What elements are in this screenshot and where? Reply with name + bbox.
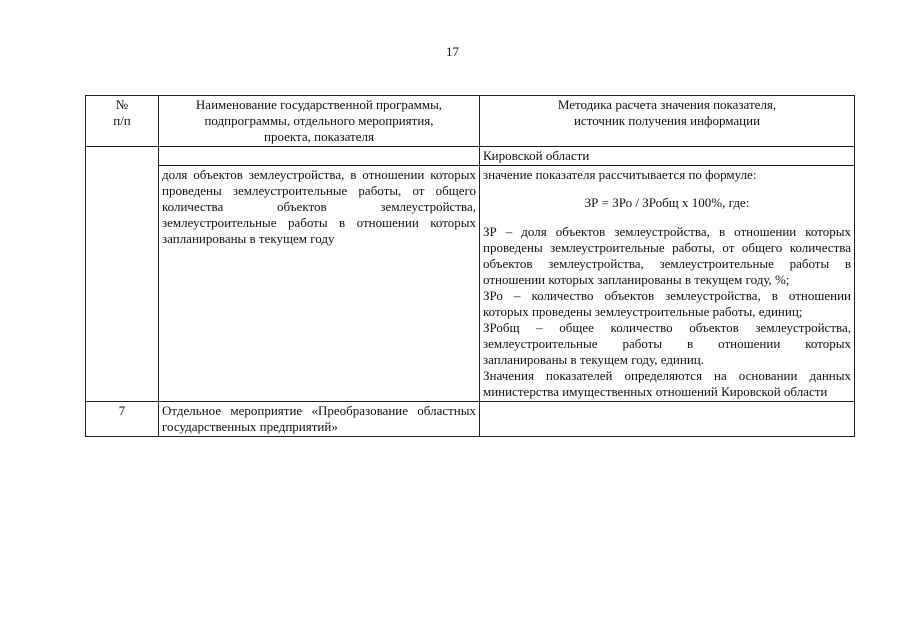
header-method: Методика расчета значения показателя, источник получения информации [480,96,855,147]
activity-name-cell: Отдельное мероприятие «Преобразование областных государственных предприятий» [159,402,480,437]
table-row-continuation [86,147,855,166]
formula: ЗР = ЗРо / ЗРобщ x 100%, где: [584,195,750,210]
row-number-cell [86,147,159,402]
indicator-table [85,95,855,437]
table-row-indicator [86,166,855,402]
activity-number-cell: 7 [86,402,159,437]
header-number: № п/п [86,96,159,147]
page-number: 17 [446,44,459,59]
indicator-name-cell: доля объектов землеустройства, в отношении которых проведены землеустроительные работы, от общего количества объектов землеустройства, землеустроительные работы в отношении которых запланированы в текущем году [159,166,480,402]
table-row-activity [86,402,855,437]
definition-zr: ЗР – доля объектов землеустройства, в отношении которых проведены землеустроительные работы, от общего количества объектов землеустройства, землеустроительные работы в отношении которых запланированы в текущем году, %; [483,224,851,287]
definition-zro: ЗРо – количество объектов землеустройства, в отношении которых проведены землеустроительные работы, единиц; [483,288,851,319]
definition-zrobsch: ЗРобщ – общее количество объектов землеустройства, землеустроительные работы в отношении которых запланированы в текущем году, единиц. [483,320,851,367]
indicator-method-cell [480,166,855,402]
row-name-cell [159,147,480,166]
method-intro: значение показателя рассчитывается по формуле: [483,167,757,182]
header-name: Наименование государственной программы, подпрограммы, отдельного мероприятия, проекта, показателя [159,96,480,147]
table-header-row [86,96,855,147]
row-method-cell: Кировской области [480,147,855,166]
activity-method-cell [480,402,855,437]
data-source: Значения показателей определяются на основании данных министерства имущественных отношений Кировской области [483,368,851,399]
